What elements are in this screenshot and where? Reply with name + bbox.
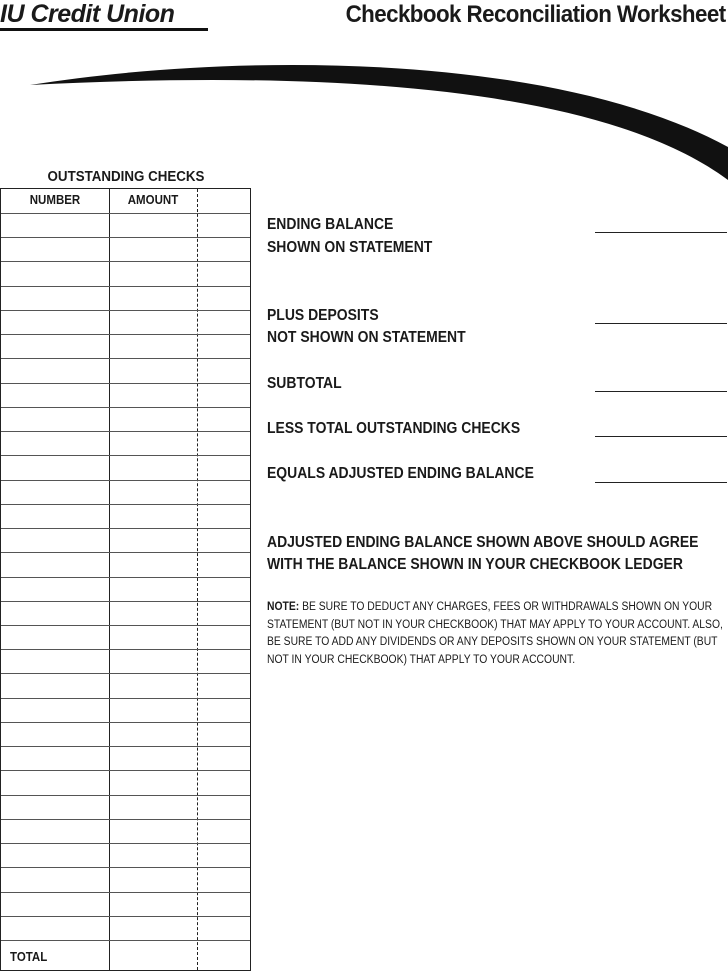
logo-underline <box>0 28 208 31</box>
check-row-line <box>1 407 250 408</box>
check-row-line <box>1 892 250 893</box>
check-row-line <box>1 625 250 626</box>
ending-balance-label: ENDING BALANCE <box>267 216 394 233</box>
check-row-line <box>1 843 250 844</box>
check-row-line <box>1 286 250 287</box>
ending-balance-field[interactable] <box>595 232 727 233</box>
outstanding-checks-heading: OUTSTANDING CHECKS <box>47 169 205 185</box>
cents-divider <box>197 189 198 970</box>
column-header-amount: AMOUNT <box>127 193 179 207</box>
adjusted-balance-label: EQUALS ADJUSTED ENDING BALANCE <box>267 465 534 482</box>
check-row-line <box>1 698 250 699</box>
plus-deposits-field[interactable] <box>595 323 727 324</box>
column-divider <box>109 189 110 970</box>
check-row-line <box>1 601 250 602</box>
check-row-line <box>1 795 250 796</box>
check-row-line <box>1 577 250 578</box>
check-row-line <box>1 819 250 820</box>
note-body: BE SURE TO DEDUCT ANY CHARGES, FEES OR WITHDRAWALS SHOWN ON YOUR STATEMENT (BUT NOT IN YOUR CHECKBOOK) THAT MAY APPLY TO YOUR ACCOUNT. ALSO, BE SURE TO ADD ANY DIVIDENDS OR ANY DEPOSITS SHOWN ON YOUR STATEMENT (BUT NOT IN YOUR CHECKBOOK) THAT APPLY TO YOUR ACCOUNT. <box>267 601 723 666</box>
plus-deposits-label: PLUS DEPOSITS <box>267 307 379 324</box>
check-row-line <box>1 334 250 335</box>
check-row-line <box>1 867 250 868</box>
ending-balance-label-line2: SHOWN ON STATEMENT <box>267 239 433 256</box>
outstanding-checks-table <box>0 188 251 971</box>
subtotal-field[interactable] <box>595 391 727 392</box>
note-text <box>267 599 726 669</box>
subtotal-label: SUBTOTAL <box>267 375 342 392</box>
check-row-line <box>1 649 250 650</box>
check-row-line <box>1 552 250 553</box>
check-row-line <box>1 746 250 747</box>
check-row-line <box>1 431 250 432</box>
column-header-number: NUMBER <box>29 193 81 207</box>
check-row-line <box>1 358 250 359</box>
logo: IU Credit Union <box>0 0 175 28</box>
less-outstanding-label: LESS TOTAL OUTSTANDING CHECKS <box>267 420 521 437</box>
less-outstanding-field[interactable] <box>595 436 727 437</box>
plus-deposits-label-line2: NOT SHOWN ON STATEMENT <box>267 329 466 346</box>
page-title: Checkbook Reconciliation Worksheet <box>346 1 726 28</box>
check-row-line <box>1 261 250 262</box>
agreement-text: ADJUSTED ENDING BALANCE SHOWN ABOVE SHOULD AGREE WITH THE BALANCE SHOWN IN YOUR CHECKBOOK LEDGER <box>267 534 699 573</box>
total-label: TOTAL <box>10 950 48 964</box>
check-row-line <box>1 722 250 723</box>
check-row-line <box>1 940 250 941</box>
check-row-line <box>1 310 250 311</box>
swoosh-decoration <box>0 55 728 185</box>
check-row-line <box>1 237 250 238</box>
check-row-line <box>1 480 250 481</box>
check-row-line <box>1 770 250 771</box>
check-row-line <box>1 916 250 917</box>
adjusted-balance-field[interactable] <box>595 482 727 483</box>
check-row-line <box>1 504 250 505</box>
check-row-line <box>1 673 250 674</box>
check-row-line <box>1 383 250 384</box>
check-row-line <box>1 528 250 529</box>
check-row-line <box>1 455 250 456</box>
note-label: NOTE: <box>267 601 300 613</box>
check-row-line <box>1 213 250 214</box>
